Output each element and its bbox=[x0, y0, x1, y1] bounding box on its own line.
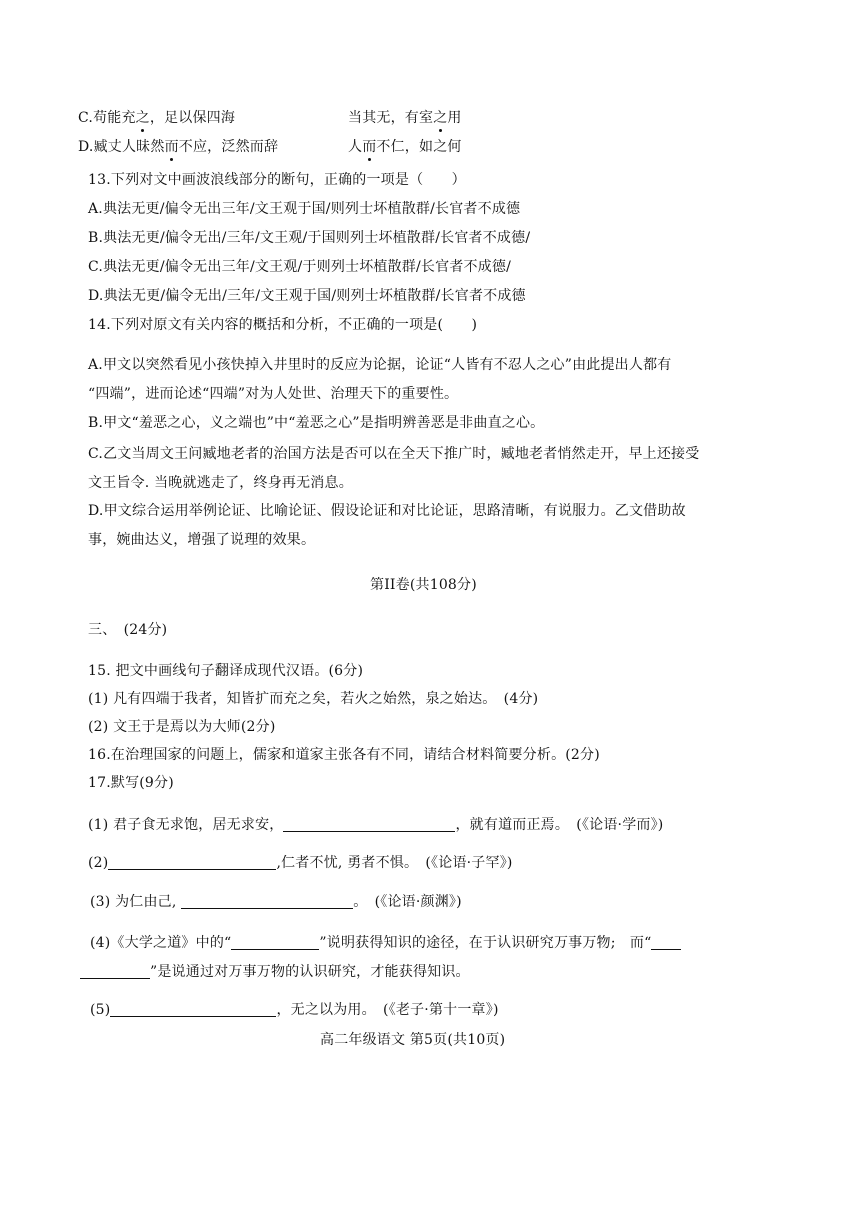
answer-blank[interactable] bbox=[651, 934, 681, 950]
question-13-option-b: B.典法无更/偏令无出/三年/文王观/于国则列士坏植散群/长官者不成德/ bbox=[88, 230, 531, 246]
question-14-stem: 14.下列对原文有关内容的概括和分析，不正确的一项是( ) bbox=[88, 317, 478, 333]
question-16: 16.在治理国家的问题上，儒家和道家主张各有不同，请结合材料简要分析。(2分) bbox=[88, 747, 600, 763]
question-14-option-d-line1: D.甲文综合运用举例论证、比喻论证、假设论证和对比论证，思路清晰，有说服力。乙文借助故 bbox=[88, 503, 686, 519]
question-14-option-a-line2: “四端”，进而论述“四端”对为人处世、治理天下的重要性。 bbox=[88, 386, 459, 402]
question-17-item-3: (3) 为仁由己, 。 (《论语·颜渊》) bbox=[90, 894, 462, 910]
question-17-item-1: (1) 君子食无求饱，居无求安， ，就有道而正焉。 (《论语·学而》) bbox=[88, 817, 664, 833]
emphasis-dot-char: 而 bbox=[362, 139, 377, 155]
question-15-sentence-1: (1) 凡有四端于我者，知皆扩而充之矣，若火之始然，泉之始达。 (4分) bbox=[88, 691, 539, 707]
option-d-right: 人而不仁，如之何 bbox=[348, 139, 462, 155]
question-17-stem: 17.默写(9分) bbox=[88, 775, 174, 791]
answer-blank[interactable] bbox=[283, 816, 455, 832]
answer-blank[interactable] bbox=[231, 934, 319, 950]
question-14-option-c-line1: C.乙文当周文王问臧地老者的治国方法是否可以在全天下推广时，臧地老者悄然走开，早上还接受 bbox=[88, 446, 700, 462]
question-14-option-d-line2: 事，婉曲达义，增强了说理的效果。 bbox=[88, 532, 316, 548]
question-17-item-5: (5) ，无之以为用。 (《老子·第十一章》) bbox=[90, 1002, 499, 1018]
option-c-right: 当其无，有室之用 bbox=[348, 110, 462, 126]
question-13-stem: 13.下列对文中画波浪线部分的断句，正确的一项是（ ） bbox=[88, 172, 466, 188]
emphasis-dot-char: 而 bbox=[164, 139, 179, 155]
page-footer: 高二年级语文 第5页(共10页) bbox=[320, 1032, 506, 1048]
question-14-option-b: B.甲文“羞恶之心，义之端也”中“羞恶之心”是指明辨善恶是非曲直之心。 bbox=[88, 415, 545, 431]
option-d-left: D.臧丈人昧然而不应，泛然而辞 bbox=[78, 139, 279, 155]
question-15-stem: 15. 把文中画线句子翻译成现代汉语。(6分) bbox=[88, 663, 364, 679]
question-17-item-4-line1: (4)《大学之道》中的“ ”说明获得知识的途径，在于认识研究万事万物; 而“ bbox=[90, 933, 681, 953]
option-c-left: C.苟能充之，足以保四海 bbox=[78, 110, 236, 126]
part-2-title: 第II卷(共108分) bbox=[370, 577, 477, 593]
section-3-heading: 三、 (24分) bbox=[88, 622, 168, 638]
question-14-option-a-line1: A.甲文以突然看见小孩快掉入井里时的反应为论据，论证“人皆有不忍人之心”由此提出人都有 bbox=[88, 357, 672, 373]
question-14-option-c-line2: 文王旨令. 当晚就逃走了，终身再无消息。 bbox=[88, 475, 353, 491]
option-d-row bbox=[78, 137, 462, 157]
answer-blank-continued[interactable] bbox=[80, 963, 150, 979]
option-c-row bbox=[78, 108, 462, 128]
question-13-option-d: D.典法无更/偏令无出/三年/文王观于国/则列士坏植散群/长官者不成德 bbox=[88, 288, 526, 304]
answer-blank[interactable] bbox=[181, 893, 353, 909]
question-13-option-c: C.典法无更/偏令无出三年/文王观/于则列士坏植散群/长官者不成德/ bbox=[88, 259, 512, 275]
question-17-item-4-line2: ”是说通过对万事万物的认识研究，才能获得知识。 bbox=[80, 962, 470, 982]
question-13-option-a: A.典法无更/偏令无出三年/文王观于国/则列士坏植散群/长官者不成德 bbox=[88, 201, 521, 217]
emphasis-dot-char: 之 bbox=[135, 110, 150, 126]
answer-blank[interactable] bbox=[110, 1001, 276, 1017]
emphasis-dot-char: 之 bbox=[433, 110, 448, 126]
answer-blank[interactable] bbox=[108, 854, 276, 870]
question-17-item-2: (2) ,仁者不忧, 勇者不惧。 (《论语·子罕》) bbox=[88, 855, 513, 871]
question-15-sentence-2: (2) 文王于是焉以为大师(2分) bbox=[88, 719, 276, 735]
